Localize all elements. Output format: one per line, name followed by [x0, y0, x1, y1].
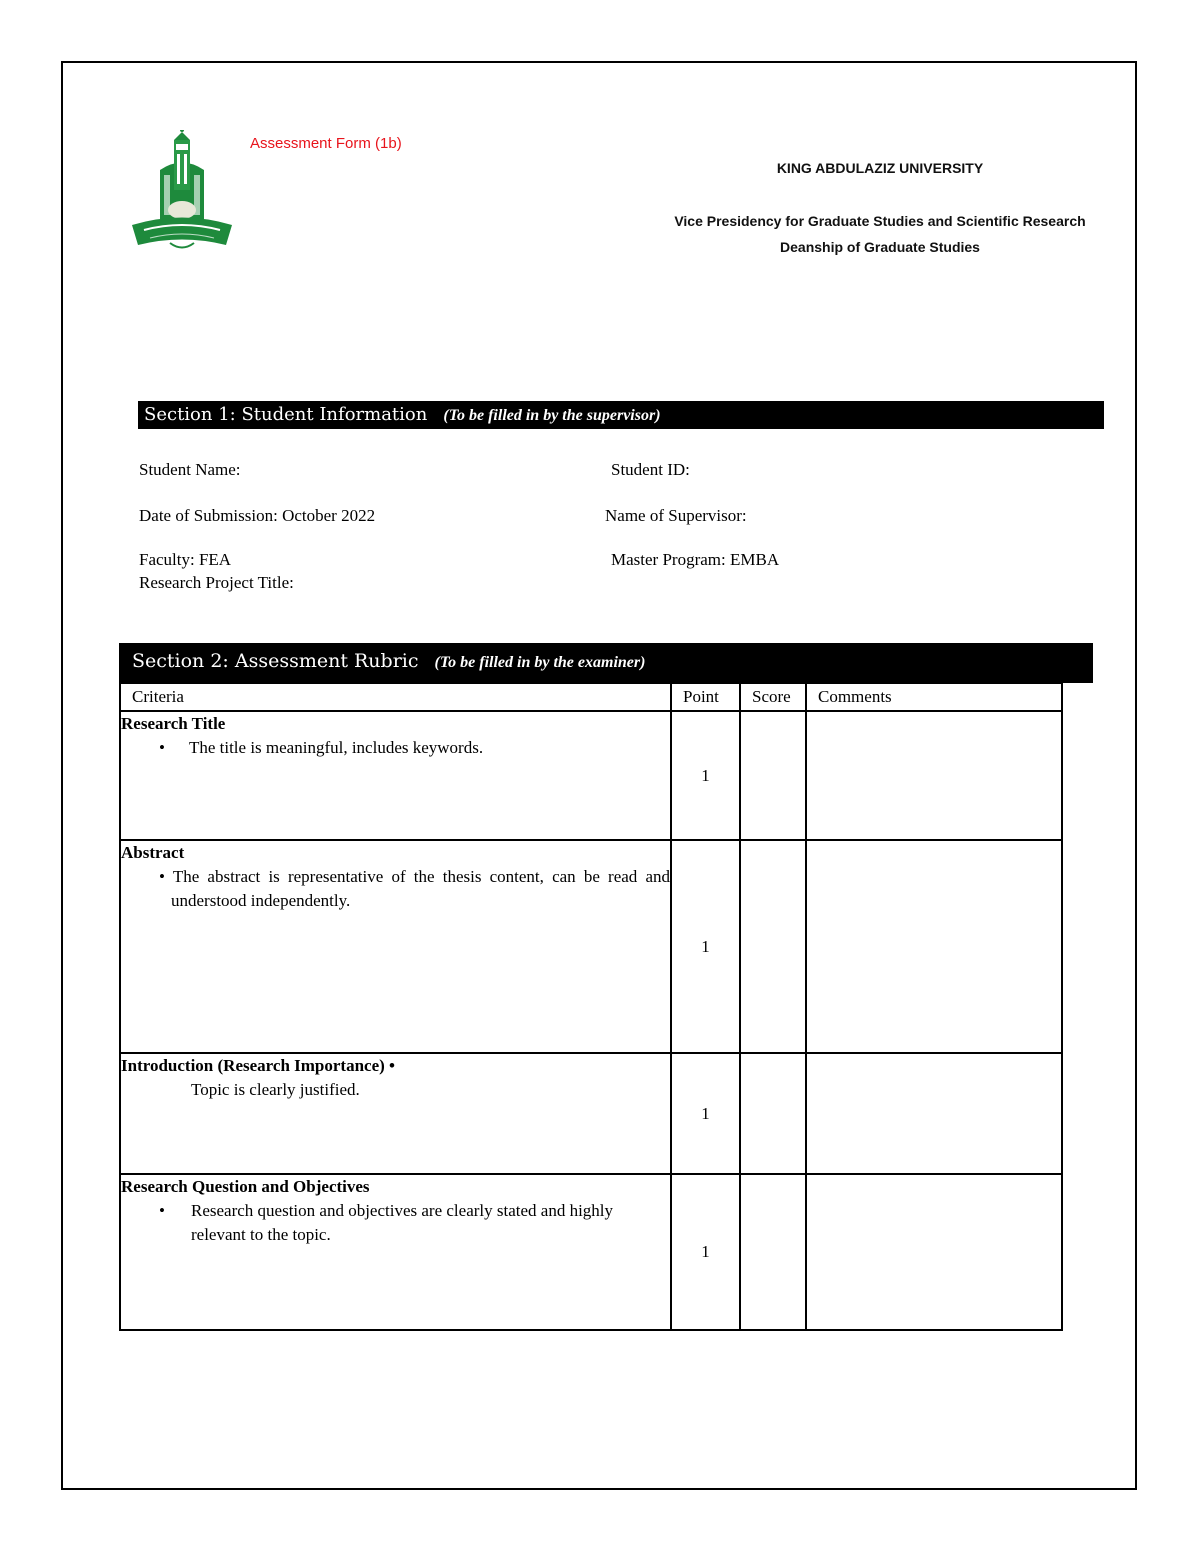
- master-program-field: Master Program: EMBA: [611, 550, 780, 569]
- bullet-icon: •: [159, 1201, 165, 1220]
- section1-title: Section 1: Student Information: [144, 404, 428, 425]
- form-title: Assessment Form (1b): [250, 135, 402, 152]
- student-id-field: Student ID:: [611, 460, 690, 479]
- faculty-field: Faculty: FEA: [139, 550, 232, 569]
- criteria-heading: Research Question and Objectives: [121, 1177, 370, 1196]
- criteria-text: Topic is clearly justified.: [191, 1080, 360, 1099]
- criteria-heading: Abstract: [121, 843, 185, 862]
- research-project-title-field: Research Project Title:: [139, 573, 294, 592]
- criteria-text: The abstract is representative of the thesis content, can be read and understood independently.: [171, 867, 670, 910]
- criteria-bullet-line: [121, 736, 670, 760]
- table-row: [120, 1174, 1062, 1330]
- comments-cell[interactable]: [806, 1174, 1062, 1330]
- criteria-cell: [120, 1174, 671, 1330]
- comments-cell[interactable]: [806, 1053, 1062, 1174]
- score-cell[interactable]: [740, 840, 806, 1053]
- deanship: Deanship of Graduate Studies: [780, 239, 980, 255]
- criteria-bullet-line: [121, 865, 670, 913]
- comments-cell[interactable]: [806, 840, 1062, 1053]
- column-header-score: Score: [740, 684, 806, 712]
- student-name-field: Student Name:: [139, 460, 241, 479]
- column-header-comments: Comments: [806, 684, 1062, 712]
- date-of-submission-field: Date of Submission: October 2022: [139, 506, 376, 525]
- point-cell: 1: [671, 1174, 740, 1330]
- section1-header-bar: [138, 401, 1104, 429]
- name-of-supervisor-field: Name of Supervisor:: [605, 506, 747, 525]
- section2-header-bar: [119, 643, 1093, 683]
- column-header-criteria: Criteria: [120, 684, 671, 712]
- criteria-heading: Research Title: [121, 714, 226, 733]
- university-name: KING ABDULAZIZ UNIVERSITY: [776, 160, 984, 176]
- table-header-row: [120, 684, 1062, 712]
- criteria-cell: [120, 1053, 671, 1174]
- table-row: [120, 1053, 1062, 1174]
- point-cell: 1: [671, 711, 740, 840]
- criteria-cell: [120, 711, 671, 840]
- criteria-text: The title is meaningful, includes keywords.: [188, 738, 484, 757]
- point-cell: 1: [671, 1053, 740, 1174]
- criteria-heading: Introduction (Research Importance) •: [121, 1056, 395, 1075]
- bullet-icon: •: [159, 867, 165, 886]
- comments-cell[interactable]: [806, 711, 1062, 840]
- criteria-text: Research question and objectives are clearly stated and highly relevant to the topic.: [191, 1201, 614, 1244]
- vice-presidency: Vice Presidency for Graduate Studies and Scientific Research: [674, 213, 1086, 229]
- section2-title: Section 2: Assessment Rubric: [132, 650, 419, 672]
- section1-note: (To be filled in by the supervisor): [443, 407, 661, 424]
- score-cell[interactable]: [740, 1053, 806, 1174]
- point-cell: 1: [671, 840, 740, 1053]
- criteria-bullet-line: [121, 1199, 670, 1247]
- table-row: [120, 840, 1062, 1053]
- bullet-icon: •: [159, 738, 165, 757]
- score-cell[interactable]: [740, 711, 806, 840]
- column-header-point: Point: [671, 684, 740, 712]
- score-cell[interactable]: [740, 1174, 806, 1330]
- assessment-rubric-table: [119, 683, 1063, 1331]
- section2-note: (To be filled in by the examiner): [434, 654, 646, 671]
- university-logo-icon: [130, 130, 234, 260]
- criteria-cell: [120, 840, 671, 1053]
- table-row: [120, 711, 1062, 840]
